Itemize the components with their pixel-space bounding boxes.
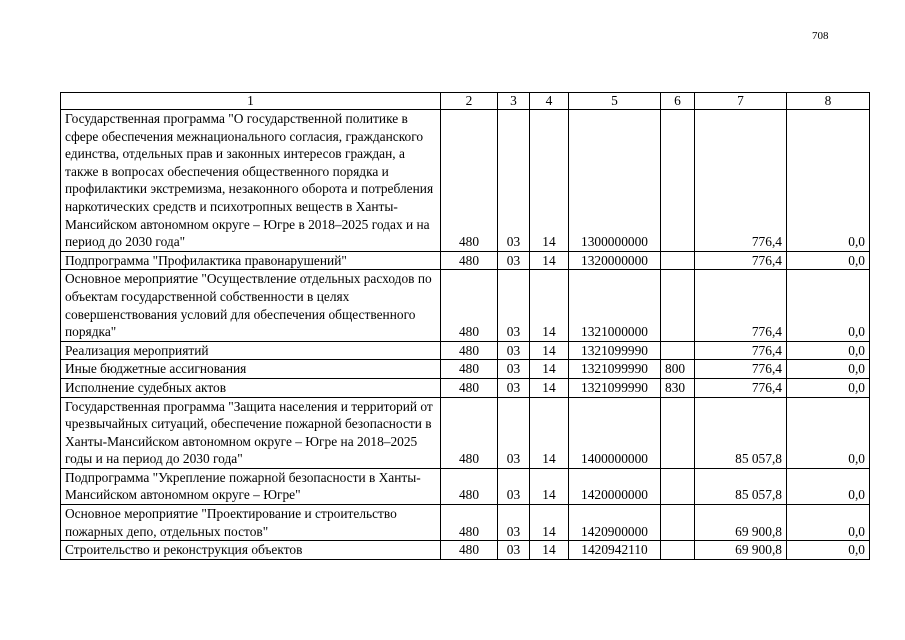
col2-cell: 480	[441, 251, 498, 270]
col5-cell: 1321099990	[569, 360, 661, 379]
col5-cell: 1321099990	[569, 341, 661, 360]
page-number: 708	[812, 30, 829, 42]
col8-cell: 0,0	[787, 251, 870, 270]
col3-cell: 03	[498, 468, 530, 504]
table-row	[61, 341, 870, 360]
col2-cell: 480	[441, 360, 498, 379]
col7-cell: 776,4	[695, 251, 787, 270]
col4-cell: 14	[530, 360, 569, 379]
col7-cell: 776,4	[695, 270, 787, 341]
col2-cell: 480	[441, 505, 498, 541]
col8-cell: 0,0	[787, 270, 870, 341]
col8-cell: 0,0	[787, 397, 870, 468]
col2-cell: 480	[441, 541, 498, 560]
col4-cell: 14	[530, 270, 569, 341]
col7-cell: 776,4	[695, 341, 787, 360]
row-name-cell: Государственная программа "Защита населения и территорий от чрезвычайных ситуаций, обеспечение пожарной безопасности в Ханты-Мансийском автономном округе – Югре на 2018–2025 годы и на период до 2030 года"	[61, 397, 441, 468]
table-row	[61, 360, 870, 379]
col3-cell: 03	[498, 251, 530, 270]
header-cell: 5	[569, 93, 661, 110]
col2-cell: 480	[441, 110, 498, 252]
col8-cell: 0,0	[787, 360, 870, 379]
col8-cell: 0,0	[787, 468, 870, 504]
table-row	[61, 251, 870, 270]
table-row	[61, 541, 870, 560]
col5-cell: 1320000000	[569, 251, 661, 270]
col3-cell: 03	[498, 378, 530, 397]
row-name-cell: Иные бюджетные ассигнования	[61, 360, 441, 379]
table-row	[61, 110, 870, 252]
col4-cell: 14	[530, 378, 569, 397]
col6-cell	[661, 251, 695, 270]
col6-cell	[661, 468, 695, 504]
row-name-cell: Исполнение судебных актов	[61, 378, 441, 397]
col6-cell	[661, 541, 695, 560]
col3-cell: 03	[498, 360, 530, 379]
col3-cell: 03	[498, 397, 530, 468]
col5-cell: 1420900000	[569, 505, 661, 541]
header-cell: 7	[695, 93, 787, 110]
header-cell: 2	[441, 93, 498, 110]
row-name-cell: Подпрограмма "Профилактика правонарушений"	[61, 251, 441, 270]
row-name-cell: Основное мероприятие "Проектирование и строительство пожарных депо, отдельных постов"	[61, 505, 441, 541]
col3-cell: 03	[498, 341, 530, 360]
table-row	[61, 468, 870, 504]
col5-cell: 1420000000	[569, 468, 661, 504]
col7-cell: 85 057,8	[695, 468, 787, 504]
header-cell: 6	[661, 93, 695, 110]
col6-cell	[661, 397, 695, 468]
col2-cell: 480	[441, 397, 498, 468]
col7-cell: 776,4	[695, 378, 787, 397]
col6-cell	[661, 270, 695, 341]
col4-cell: 14	[530, 505, 569, 541]
col5-cell: 1400000000	[569, 397, 661, 468]
col8-cell: 0,0	[787, 110, 870, 252]
col2-cell: 480	[441, 468, 498, 504]
col2-cell: 480	[441, 270, 498, 341]
row-name-cell: Подпрограмма "Укрепление пожарной безопасности в Ханты-Мансийском автономном округе – Югре"	[61, 468, 441, 504]
table-row	[61, 378, 870, 397]
col8-cell: 0,0	[787, 378, 870, 397]
col5-cell: 1300000000	[569, 110, 661, 252]
col7-cell: 85 057,8	[695, 397, 787, 468]
col6-cell	[661, 505, 695, 541]
col4-cell: 14	[530, 468, 569, 504]
row-name-cell: Государственная программа "О государственной политике в сфере обеспечения межнационального согласия, гражданского единства, отдельных прав и законных интересов граждан, а также в вопросах обеспечения общественного порядка и профилактики экстремизма, незаконного оборота и потребления наркотических средств и психотропных веществ в Ханты-Мансийском автономном округе – Югре в 2018–2025 годах и на период до 2030 года"	[61, 110, 441, 252]
table-row	[61, 270, 870, 341]
col6-cell	[661, 341, 695, 360]
table-row	[61, 397, 870, 468]
col5-cell: 1321000000	[569, 270, 661, 341]
col3-cell: 03	[498, 541, 530, 560]
header-cell: 4	[530, 93, 569, 110]
row-name-cell: Реализация мероприятий	[61, 341, 441, 360]
col7-cell: 776,4	[695, 360, 787, 379]
col7-cell: 776,4	[695, 110, 787, 252]
col2-cell: 480	[441, 378, 498, 397]
col6-cell: 830	[661, 378, 695, 397]
header-cell: 3	[498, 93, 530, 110]
col8-cell: 0,0	[787, 341, 870, 360]
col5-cell: 1420942110	[569, 541, 661, 560]
col7-cell: 69 900,8	[695, 505, 787, 541]
col2-cell: 480	[441, 341, 498, 360]
row-name-cell: Строительство и реконструкция объектов	[61, 541, 441, 560]
col3-cell: 03	[498, 270, 530, 341]
col3-cell: 03	[498, 110, 530, 252]
header-cell: 1	[61, 93, 441, 110]
col6-cell	[661, 110, 695, 252]
col3-cell: 03	[498, 505, 530, 541]
header-cell: 8	[787, 93, 870, 110]
col4-cell: 14	[530, 110, 569, 252]
col8-cell: 0,0	[787, 541, 870, 560]
table-header-row	[61, 93, 870, 110]
col6-cell: 800	[661, 360, 695, 379]
col7-cell: 69 900,8	[695, 541, 787, 560]
col4-cell: 14	[530, 341, 569, 360]
col5-cell: 1321099990	[569, 378, 661, 397]
col8-cell: 0,0	[787, 505, 870, 541]
table-row	[61, 505, 870, 541]
col4-cell: 14	[530, 397, 569, 468]
row-name-cell: Основное мероприятие "Осуществление отдельных расходов по объектам государственной собственности в целях совершенствования условий для обеспечения общественного порядка"	[61, 270, 441, 341]
col4-cell: 14	[530, 251, 569, 270]
budget-table	[60, 92, 870, 560]
col4-cell: 14	[530, 541, 569, 560]
